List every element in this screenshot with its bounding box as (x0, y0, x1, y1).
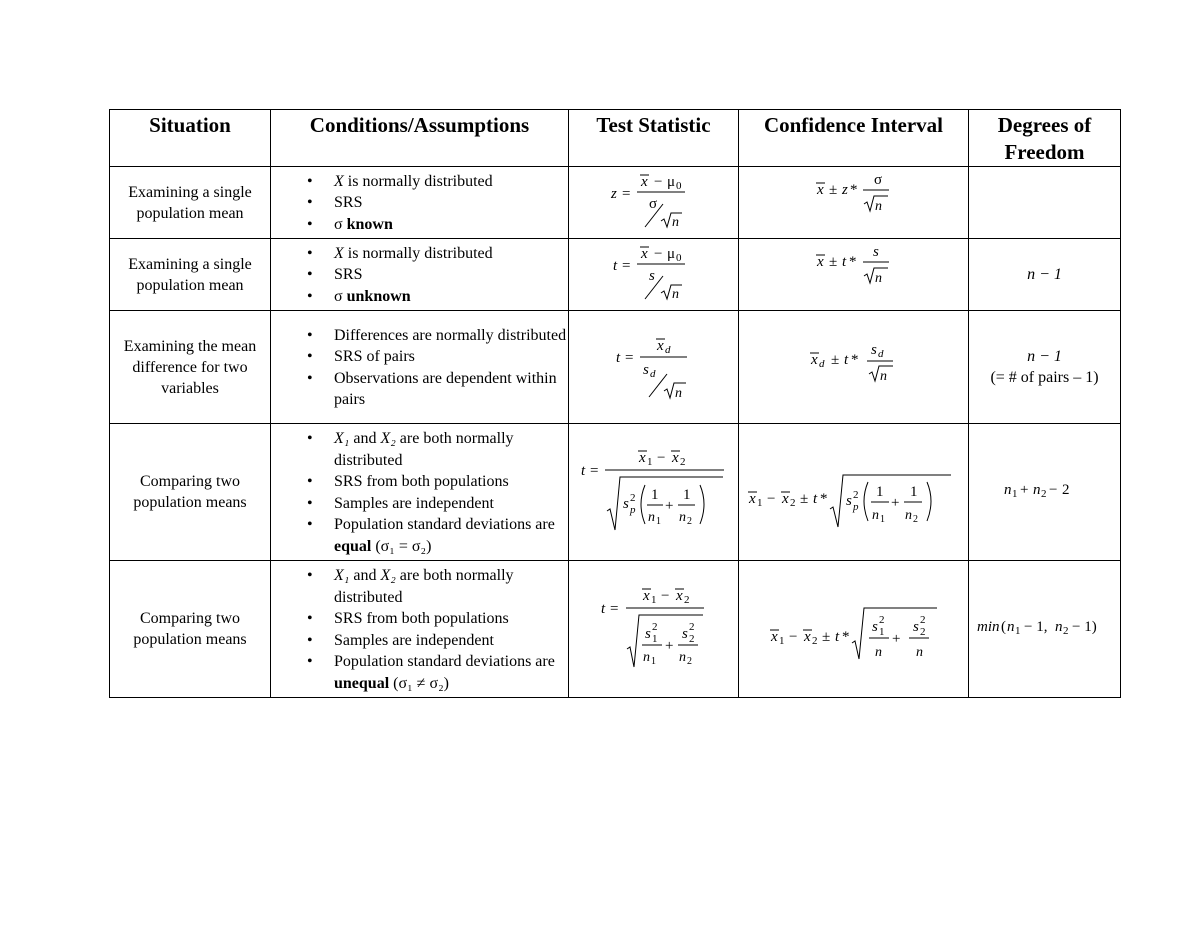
svg-text:s: s (871, 342, 877, 358)
svg-text:n: n (672, 287, 679, 302)
condition-text: X₁ (334, 567, 350, 584)
pooled-t-interval-formula (739, 424, 969, 555)
svg-text:n: n (875, 645, 882, 660)
svg-text:*: * (849, 254, 857, 270)
svg-text:d: d (819, 358, 825, 370)
svg-text:n: n (675, 386, 682, 401)
condition-text: and (349, 567, 381, 584)
svg-text:*: * (820, 491, 828, 507)
svg-text:n: n (875, 199, 882, 214)
condition-text: SRS (334, 266, 363, 284)
svg-text:2: 2 (684, 594, 690, 606)
svg-text:x: x (639, 450, 646, 466)
conditions-list (271, 325, 568, 411)
condition-item (334, 214, 568, 236)
svg-text:2: 2 (1041, 488, 1047, 500)
svg-text:2: 2 (689, 633, 695, 645)
svg-text:x: x (672, 450, 679, 466)
svg-text:s: s (649, 268, 655, 284)
condition-text: (σ₁ = σ₂) (371, 537, 432, 555)
svg-text:x: x (641, 174, 648, 190)
confidence-interval-formula (739, 167, 969, 239)
svg-text:t: t (842, 254, 847, 270)
confidence-interval-formula (739, 561, 969, 698)
svg-text:2: 2 (652, 621, 658, 633)
svg-text:t: t (835, 629, 840, 645)
header-degrees-of-freedom: Degrees of Freedom (969, 110, 1121, 167)
svg-text:x: x (641, 246, 648, 262)
svg-text:d: d (878, 348, 884, 360)
svg-text:1: 1 (876, 484, 884, 500)
condition-text: X (334, 244, 344, 262)
svg-text:n: n (880, 369, 887, 384)
svg-text:=: = (610, 601, 619, 617)
svg-text:x: x (811, 352, 818, 368)
svg-text:d: d (650, 368, 656, 380)
condition-item (334, 192, 568, 214)
condition-item (334, 565, 568, 608)
inference-table (109, 109, 1121, 698)
svg-text:1: 1 (652, 633, 658, 645)
paired-t-statistic-formula (569, 311, 739, 418)
svg-text:*: * (851, 352, 859, 368)
svg-text:=: = (625, 350, 634, 366)
table-row (110, 311, 1121, 424)
svg-text:n: n (1055, 619, 1063, 635)
svg-text:1: 1 (651, 487, 659, 503)
condition-text: Population standard deviations are (334, 653, 555, 670)
svg-text:σ: σ (874, 172, 883, 188)
svg-text:2: 2 (913, 514, 918, 525)
table-row (110, 239, 1121, 311)
condition-text: Population standard deviations are (334, 516, 555, 533)
svg-text:s: s (623, 496, 629, 512)
conditions-cell (271, 239, 569, 311)
svg-text:2: 2 (687, 516, 692, 527)
svg-text:σ: σ (649, 196, 658, 212)
svg-text:t: t (581, 463, 586, 479)
svg-text:0: 0 (676, 180, 682, 192)
paired-t-interval-formula (739, 311, 969, 418)
svg-text:s: s (872, 619, 878, 635)
svg-text:n: n (1033, 482, 1041, 498)
condition-text: Samples are independent (334, 631, 494, 649)
svg-text:−: − (654, 174, 663, 190)
test-statistic-formula (569, 311, 739, 424)
svg-text:2: 2 (689, 621, 695, 633)
svg-text:=: = (590, 463, 599, 479)
svg-text:(: ( (1001, 619, 1006, 635)
svg-text:z: z (842, 182, 848, 198)
svg-text:2: 2 (680, 456, 686, 468)
dof-value: n − 1 (1027, 348, 1062, 365)
svg-text:+: + (892, 631, 901, 647)
svg-text:n: n (1007, 619, 1015, 635)
condition-text: X₂ (380, 567, 396, 584)
conditions-cell (271, 311, 569, 424)
svg-text:=: = (622, 186, 631, 202)
svg-text:+: + (891, 495, 900, 511)
svg-text:s: s (682, 626, 688, 642)
header-row (110, 110, 1121, 167)
condition-item (334, 286, 568, 308)
svg-text:±: ± (822, 629, 831, 645)
condition-text: unequal (334, 674, 390, 692)
svg-text:n: n (648, 510, 655, 525)
confidence-interval-formula (739, 311, 969, 424)
svg-text:n: n (905, 508, 912, 523)
condition-text: SRS of pairs (334, 348, 415, 365)
svg-text:±: ± (829, 182, 838, 198)
condition-item (334, 514, 568, 557)
condition-text: σ (334, 287, 347, 305)
test-statistic-formula (569, 167, 739, 239)
svg-text:s: s (873, 244, 879, 260)
header-test-statistic: Test Statistic (569, 110, 739, 167)
svg-text:p: p (630, 504, 636, 516)
svg-text:z: z (611, 186, 617, 202)
svg-text:+: + (665, 638, 674, 654)
svg-text:1: 1 (647, 456, 653, 468)
condition-item (334, 651, 568, 694)
condition-text: X₁ (334, 430, 350, 447)
svg-text:1: 1 (779, 635, 785, 647)
degrees-of-freedom-cell (969, 424, 1121, 561)
condition-item (334, 264, 568, 286)
svg-text:s: s (846, 493, 852, 509)
t-statistic-formula (569, 239, 739, 305)
condition-item (334, 325, 568, 347)
condition-text: σ (334, 215, 347, 233)
svg-text:x: x (657, 338, 664, 354)
condition-text: are both normally distributed (334, 430, 514, 469)
svg-text:2: 2 (812, 635, 818, 647)
test-statistic-formula (569, 561, 739, 698)
header-situation: Situation (110, 110, 271, 167)
svg-text:d: d (665, 344, 671, 356)
svg-text:x: x (782, 491, 789, 507)
svg-text:±: ± (800, 491, 809, 507)
svg-text:1: 1 (1015, 625, 1021, 637)
svg-text:t: t (616, 350, 621, 366)
svg-text:1: 1 (1012, 488, 1018, 500)
svg-text:−: − (767, 491, 776, 507)
condition-text: X₂ (380, 430, 396, 447)
condition-item (334, 428, 568, 471)
condition-text: Differences are normally distributed (334, 326, 567, 344)
condition-item (334, 346, 568, 368)
svg-text:1: 1 (910, 484, 918, 500)
svg-text:x: x (804, 629, 811, 645)
dof-note: (= # of pairs – 1) (990, 369, 1099, 386)
svg-text:0: 0 (676, 252, 682, 264)
welch-t-interval-formula (739, 561, 969, 692)
svg-text:2: 2 (920, 626, 926, 638)
svg-text:s: s (645, 626, 651, 642)
svg-text:2: 2 (687, 656, 692, 667)
svg-text:−: − (654, 246, 663, 262)
svg-text:n: n (672, 215, 679, 230)
svg-text:−: − (661, 588, 670, 604)
svg-text:μ: μ (667, 246, 676, 262)
condition-item (334, 171, 568, 193)
svg-text:1: 1 (880, 514, 885, 525)
svg-text:x: x (749, 491, 756, 507)
test-statistic-formula (569, 424, 739, 561)
svg-text:n: n (916, 645, 923, 660)
condition-text: Samples are independent (334, 494, 494, 512)
svg-text:1: 1 (757, 497, 763, 509)
svg-text:x: x (817, 254, 824, 270)
svg-text:s: s (913, 619, 919, 635)
svg-text:− 1): − 1) (1072, 619, 1097, 635)
svg-text:p: p (853, 501, 859, 513)
condition-item (334, 608, 568, 630)
z-interval-formula (739, 167, 969, 233)
degrees-of-freedom-cell (969, 561, 1121, 698)
condition-text: equal (334, 537, 372, 555)
condition-text: are both normally distributed (334, 567, 514, 606)
pooled-t-statistic-formula (569, 424, 739, 555)
svg-text:−: − (657, 450, 666, 466)
z-statistic-formula (569, 167, 739, 233)
header-confidence-interval: Confidence Interval (739, 110, 969, 167)
svg-text:n: n (1004, 482, 1012, 498)
t-interval-formula (739, 239, 969, 305)
svg-text:2: 2 (853, 489, 859, 501)
confidence-interval-formula (739, 239, 969, 311)
condition-text: SRS from both populations (334, 610, 509, 627)
svg-text:x: x (771, 629, 778, 645)
svg-text:n: n (679, 650, 686, 665)
svg-text:±: ± (829, 254, 838, 270)
confidence-interval-formula (739, 424, 969, 561)
situation-cell: Examining a single population mean (110, 167, 271, 239)
condition-text: known (346, 215, 393, 233)
conditions-cell (271, 424, 569, 561)
svg-text:+: + (665, 498, 674, 514)
svg-text:min: min (977, 619, 1000, 635)
conditions-list (271, 243, 568, 308)
condition-item (334, 630, 568, 652)
svg-text:2: 2 (1063, 625, 1069, 637)
situation-cell: Comparing two population means (110, 561, 271, 698)
svg-text:2: 2 (1062, 482, 1070, 498)
degrees-of-freedom-cell (969, 167, 1121, 239)
svg-text:+: + (1020, 482, 1029, 498)
condition-text: SRS from both populations (334, 473, 509, 490)
condition-text: X (334, 172, 344, 190)
svg-text:1: 1 (683, 487, 691, 503)
condition-text: unknown (346, 287, 411, 305)
conditions-cell (271, 167, 569, 239)
svg-text:±: ± (831, 352, 840, 368)
svg-text:=: = (622, 258, 631, 274)
degrees-of-freedom-cell: n − 1 (969, 239, 1121, 311)
degrees-of-freedom-cell (969, 311, 1121, 424)
situation-cell: Comparing two population means (110, 424, 271, 561)
svg-text:1: 1 (879, 626, 885, 638)
svg-text:n: n (875, 271, 882, 286)
svg-text:x: x (817, 182, 824, 198)
dof-welch-formula (969, 614, 1121, 638)
conditions-list (271, 428, 568, 557)
svg-text:2: 2 (790, 497, 796, 509)
svg-text:−: − (789, 629, 798, 645)
header-conditions: Conditions/Assumptions (271, 110, 569, 167)
svg-text:t: t (813, 491, 818, 507)
svg-text:*: * (842, 629, 850, 645)
svg-text:*: * (850, 182, 858, 198)
condition-text: and (349, 430, 381, 447)
dof-pooled-formula (969, 477, 1121, 501)
condition-item (334, 493, 568, 515)
condition-text: Observations are dependent within pairs (334, 369, 557, 408)
svg-text:− 1,: − 1, (1024, 619, 1048, 635)
condition-item (334, 368, 568, 411)
svg-text:x: x (643, 588, 650, 604)
situation-cell: Examining a single population mean (110, 239, 271, 311)
svg-text:t: t (613, 258, 618, 274)
condition-item (334, 471, 568, 493)
svg-text:1: 1 (651, 656, 656, 667)
svg-text:n: n (643, 650, 650, 665)
svg-text:t: t (844, 352, 849, 368)
condition-text: is normally distributed (343, 172, 493, 190)
conditions-list (271, 171, 568, 236)
welch-t-statistic-formula (569, 561, 739, 692)
svg-text:1: 1 (656, 516, 661, 527)
situation-cell: Examining the mean difference for two variables (110, 311, 271, 424)
test-statistic-formula (569, 239, 739, 311)
table-row (110, 561, 1121, 698)
table-row (110, 167, 1121, 239)
table-row (110, 424, 1121, 561)
svg-text:n: n (872, 508, 879, 523)
condition-text: SRS (334, 194, 363, 212)
svg-text:μ: μ (667, 174, 676, 190)
svg-text:n: n (679, 510, 686, 525)
condition-text: is normally distributed (343, 244, 493, 262)
svg-text:−: − (1049, 482, 1058, 498)
svg-text:1: 1 (651, 594, 657, 606)
svg-text:2: 2 (879, 614, 885, 626)
condition-item (334, 243, 568, 265)
svg-text:t: t (601, 601, 606, 617)
svg-text:2: 2 (920, 614, 926, 626)
svg-text:2: 2 (630, 492, 636, 504)
conditions-list (271, 565, 568, 694)
svg-text:x: x (676, 588, 683, 604)
conditions-cell (271, 561, 569, 698)
condition-text: (σ₁ ≠ σ₂) (389, 674, 449, 692)
svg-text:s: s (643, 362, 649, 378)
